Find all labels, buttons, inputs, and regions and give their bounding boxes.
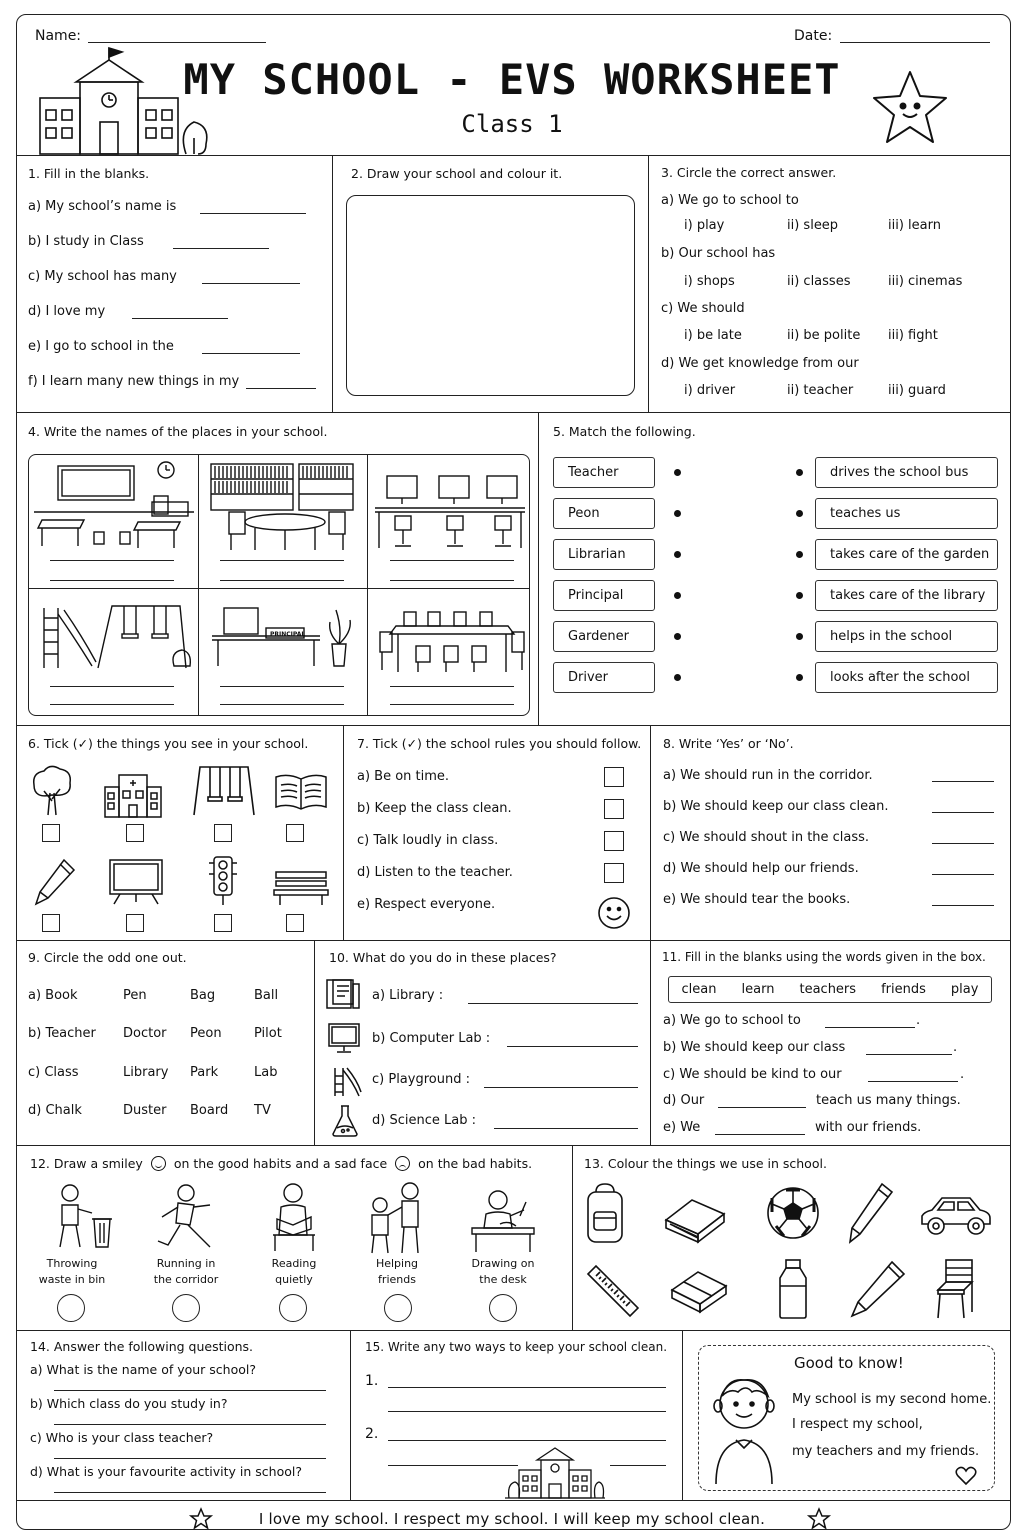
traffic-light-icon <box>207 855 239 907</box>
odd-word[interactable]: Peon <box>190 1026 222 1041</box>
tick-box-book[interactable] <box>286 824 304 842</box>
s8-heading: 8. Write ‘Yes’ or ‘No’. <box>663 736 794 751</box>
s10-answer-d[interactable] <box>494 1128 638 1129</box>
s1-item-e: e) I go to school in the <box>28 339 174 354</box>
principal-sign: PRINCIPAL <box>270 631 306 638</box>
s3-option-b3[interactable]: iii) cinemas <box>888 274 963 289</box>
s11-item-b-post: . <box>953 1040 958 1055</box>
s14-question-a: a) What is the name of your school? <box>30 1362 257 1377</box>
s2-heading: 2. Draw your school and colour it. <box>351 166 563 181</box>
blackboard-icon <box>106 858 166 906</box>
word-teachers: teachers <box>799 982 857 997</box>
s14-answer-d[interactable] <box>54 1492 326 1493</box>
place-blank-1b[interactable] <box>50 580 174 581</box>
odd-word[interactable]: Duster <box>123 1103 167 1118</box>
drawing-box[interactable] <box>346 195 635 396</box>
s1-item-c: c) My school has many <box>28 269 177 284</box>
s7-rule-e: e) Respect everyone. <box>357 897 496 912</box>
s1-heading: 1. Fill in the blanks. <box>28 166 150 181</box>
caption-running: Running in the corridor <box>153 1257 219 1286</box>
s8-item-d: d) We should help our friends. <box>663 861 859 876</box>
rule-checkbox-c[interactable] <box>604 831 624 851</box>
s1-blank-f[interactable] <box>246 388 316 389</box>
boy-avatar-icon <box>708 1374 780 1484</box>
match-dot-right[interactable] <box>796 633 803 640</box>
page-title: MY SCHOOL - EVS WORKSHEET <box>183 55 841 104</box>
face-circle-4[interactable] <box>384 1294 412 1322</box>
s15-line-2a[interactable] <box>388 1440 666 1441</box>
s11-item-c-post: . <box>960 1067 965 1082</box>
school-building-icon <box>38 52 218 156</box>
s1-blank-e[interactable] <box>202 353 300 354</box>
s7-rule-d: d) Listen to the teacher. <box>357 865 513 880</box>
s1-item-a: a) My school’s name is <box>28 199 177 214</box>
s11-item-d-post: teach us many things. <box>816 1093 961 1108</box>
s12-heading-b: on the good habits and a sad face <box>173 1156 388 1171</box>
s11-item-d-pre: d) Our <box>663 1093 705 1108</box>
s15-line-1b[interactable] <box>388 1411 666 1412</box>
caption-reading: Reading quietly <box>271 1257 317 1286</box>
match-dot-left[interactable] <box>674 633 681 640</box>
s5-heading: 5. Match the following. <box>553 424 696 439</box>
place-blank-3a[interactable] <box>390 560 514 561</box>
s15-line-2c[interactable] <box>610 1465 666 1466</box>
tick-box-traffic-light[interactable] <box>214 914 232 932</box>
library-book-icon <box>325 978 361 1010</box>
child-drawing-desk-icon <box>470 1186 536 1254</box>
football-icon[interactable] <box>766 1186 820 1240</box>
word-box <box>668 976 992 1003</box>
match-right-5[interactable]: helps in the school <box>815 621 998 652</box>
s1-item-b: b) I study in Class <box>28 234 144 249</box>
s6-heading: 6. Tick (✓) the things you see in your school. <box>28 736 309 751</box>
s3-option-d1[interactable]: i) driver <box>684 383 736 398</box>
word-friends: friends <box>881 982 926 997</box>
s10-item-b: b) Computer Lab : <box>372 1031 491 1046</box>
s8-item-e: e) We should tear the books. <box>663 892 851 907</box>
rule-checkbox-a[interactable] <box>604 767 624 787</box>
s14-answer-c[interactable] <box>54 1458 326 1459</box>
s12-heading-c: on the bad habits. <box>418 1156 533 1171</box>
crayon-icon[interactable] <box>850 1260 906 1318</box>
s15-num-1: 1. <box>365 1373 379 1389</box>
s3-heading: 3. Circle the correct answer. <box>661 165 837 180</box>
pencil-colour-icon[interactable] <box>848 1182 894 1244</box>
s14-answer-a[interactable] <box>54 1390 326 1391</box>
rule-checkbox-b[interactable] <box>604 799 624 819</box>
s15-num-2: 2. <box>365 1426 379 1442</box>
match-left-1[interactable]: Teacher <box>553 457 655 488</box>
playground-icon <box>36 600 191 670</box>
s8-answer-c[interactable] <box>932 843 994 844</box>
match-right-2[interactable]: teaches us <box>815 498 998 529</box>
good-line-2: I respect my school, <box>792 1417 923 1432</box>
face-circle-1[interactable] <box>57 1294 85 1322</box>
page-subtitle: Class 1 <box>461 110 563 138</box>
eraser-icon[interactable] <box>668 1266 730 1316</box>
match-left-5[interactable]: Gardener <box>553 621 655 652</box>
computer-lab-icon <box>375 472 525 552</box>
s7-rule-c: c) Talk loudly in class. <box>357 833 499 848</box>
s3-option-b1[interactable]: i) shops <box>684 274 735 289</box>
car-icon[interactable] <box>918 1194 994 1238</box>
face-circle-5[interactable] <box>489 1294 517 1322</box>
classroom-icon <box>34 458 194 553</box>
s8-item-a: a) We should run in the corridor. <box>663 768 873 783</box>
small-school-icon <box>505 1444 605 1500</box>
s3-option-a2[interactable]: ii) sleep <box>787 218 839 233</box>
s10-heading: 10. What do you do in these places? <box>329 950 557 965</box>
s15-line-2b[interactable] <box>388 1465 518 1466</box>
odd-word[interactable]: a) Book <box>28 988 78 1003</box>
water-bottle-icon[interactable] <box>776 1258 810 1320</box>
place-blank-5b[interactable] <box>220 704 344 705</box>
match-right-6[interactable]: looks after the school <box>815 662 998 693</box>
match-left-3[interactable]: Librarian <box>553 539 655 570</box>
closed-book-icon[interactable] <box>662 1190 728 1242</box>
match-dot-right[interactable] <box>796 592 803 599</box>
book-icon <box>274 773 328 813</box>
odd-word[interactable]: Park <box>190 1065 219 1080</box>
place-blank-1a[interactable] <box>50 560 174 561</box>
tree-icon <box>30 765 74 817</box>
match-left-6[interactable]: Driver <box>553 662 655 693</box>
s8-answer-d[interactable] <box>932 874 994 875</box>
match-dot-right[interactable] <box>796 469 803 476</box>
face-circle-3[interactable] <box>279 1294 307 1322</box>
footer-star-right-icon <box>808 1508 830 1530</box>
s10-item-d: d) Science Lab : <box>372 1113 476 1128</box>
s11-item-b-pre: b) We should keep our class <box>663 1040 846 1055</box>
swing-icon <box>192 765 256 817</box>
s11-item-a-post: . <box>916 1013 921 1028</box>
place-blank-6a[interactable] <box>390 686 514 687</box>
s11-item-c-pre: c) We should be kind to our <box>663 1067 842 1082</box>
s8-item-b: b) We should keep our class clean. <box>663 799 889 814</box>
word-play: play <box>950 982 979 997</box>
pencil-icon <box>34 858 76 906</box>
s14-question-d: d) What is your favourite activity in school? <box>30 1464 302 1479</box>
s1-item-d: d) I love my <box>28 304 106 319</box>
s15-line-1a[interactable] <box>388 1387 666 1388</box>
ruler-icon[interactable] <box>584 1262 640 1318</box>
caption-helping: Helping friends <box>375 1257 419 1286</box>
flask-icon <box>330 1104 360 1138</box>
child-running-icon <box>154 1183 220 1253</box>
s12-heading <box>30 1156 532 1171</box>
s11-heading: 11. Fill in the blanks using the words given in the box. <box>662 950 986 964</box>
school-bag-icon[interactable] <box>584 1182 626 1244</box>
word-clean: clean <box>681 982 717 997</box>
s1-item-f: f) I learn many new things in my <box>28 374 240 389</box>
child-throwing-waste-icon <box>48 1183 118 1253</box>
s14-question-c: c) Who is your class teacher? <box>30 1430 214 1445</box>
face-circle-2[interactable] <box>172 1294 200 1322</box>
match-left-2[interactable]: Peon <box>553 498 655 529</box>
bench-icon <box>272 870 330 906</box>
odd-word[interactable]: Lab <box>254 1065 278 1080</box>
s3-option-c3[interactable]: iii) fight <box>888 328 938 343</box>
slide-icon <box>327 1064 361 1098</box>
s11-blank-a[interactable] <box>825 1027 915 1028</box>
s1-blank-b[interactable] <box>173 248 269 249</box>
s10-answer-a[interactable] <box>468 1003 638 1004</box>
name-label: Name: <box>35 28 82 44</box>
s3-option-b2[interactable]: ii) classes <box>787 274 851 289</box>
caption-drawing: Drawing on the desk <box>471 1257 535 1286</box>
match-dot-left[interactable] <box>674 674 681 681</box>
odd-word[interactable]: Bag <box>190 988 216 1003</box>
small-smiley-icon <box>151 1156 166 1171</box>
tick-box-bench[interactable] <box>286 914 304 932</box>
good-to-know-title: Good to know! <box>794 1354 904 1372</box>
place-blank-4a[interactable] <box>50 686 174 687</box>
s14-answer-b[interactable] <box>54 1424 326 1425</box>
s3-option-a1[interactable]: i) play <box>684 218 725 233</box>
place-blank-2b[interactable] <box>220 580 344 581</box>
match-right-1[interactable]: drives the school bus <box>815 457 998 488</box>
s1-blank-d[interactable] <box>132 318 228 319</box>
word-learn: learn <box>741 982 775 997</box>
s8-answer-a[interactable] <box>932 781 994 782</box>
tick-box-blackboard[interactable] <box>126 914 144 932</box>
odd-word[interactable]: b) Teacher <box>28 1026 96 1041</box>
s14-heading: 14. Answer the following questions. <box>30 1339 254 1354</box>
odd-word[interactable]: Board <box>190 1103 229 1118</box>
s3-option-c1[interactable]: i) be late <box>684 328 742 343</box>
match-dot-left[interactable] <box>674 592 681 599</box>
odd-word[interactable]: Pilot <box>254 1026 282 1041</box>
good-line-1: My school is my second home. <box>792 1392 992 1407</box>
name-field[interactable] <box>88 42 266 43</box>
s13-heading: 13. Colour the things we use in school. <box>584 1156 827 1171</box>
s3-option-a3[interactable]: iii) learn <box>888 218 941 233</box>
caption-throwing: Throwing waste in bin <box>38 1257 106 1286</box>
star-smile-icon <box>870 68 950 148</box>
s12-heading-a: 12. Draw a smiley <box>30 1156 143 1171</box>
rule-checkbox-d[interactable] <box>604 863 624 883</box>
children-helping-icon <box>364 1181 430 1255</box>
match-dot-left[interactable] <box>674 510 681 517</box>
s3-question-a: a) We go to school to <box>661 193 799 208</box>
place-blank-3b[interactable] <box>390 580 514 581</box>
s11-blank-d[interactable] <box>718 1107 806 1108</box>
place-blank-4b[interactable] <box>50 704 174 705</box>
s10-item-a: a) Library : <box>372 988 444 1003</box>
match-dot-right[interactable] <box>796 674 803 681</box>
computer-icon <box>327 1022 361 1054</box>
odd-word[interactable]: Library <box>123 1065 169 1080</box>
s11-blank-c[interactable] <box>868 1081 958 1082</box>
match-dot-left[interactable] <box>674 469 681 476</box>
s9-heading: 9. Circle the odd one out. <box>28 950 187 965</box>
odd-word[interactable]: Ball <box>254 988 279 1003</box>
match-right-3[interactable]: takes care of the garden <box>815 539 998 570</box>
match-dot-right[interactable] <box>796 510 803 517</box>
s4-heading: 4. Write the names of the places in your school. <box>28 424 328 439</box>
hospital-building-icon <box>103 767 163 817</box>
s14-question-b: b) Which class do you study in? <box>30 1396 228 1411</box>
s8-answer-b[interactable] <box>932 812 994 813</box>
s11-blank-b[interactable] <box>866 1054 952 1055</box>
odd-word[interactable]: c) Class <box>28 1065 79 1080</box>
s3-question-d: d) We get knowledge from our <box>661 356 859 371</box>
footer-message: I love my school. I respect my school. I will keep my school clean. <box>258 1510 766 1528</box>
match-right-4[interactable]: takes care of the library <box>815 580 998 611</box>
s10-item-c: c) Playground : <box>372 1072 470 1087</box>
good-line-3: my teachers and my friends. <box>792 1444 980 1459</box>
tick-box-hospital[interactable] <box>126 824 144 842</box>
odd-word[interactable]: Doctor <box>123 1026 167 1041</box>
odd-word[interactable]: TV <box>254 1103 271 1118</box>
child-reading-icon <box>265 1181 325 1253</box>
date-field[interactable] <box>840 42 990 43</box>
s7-rule-b: b) Keep the class clean. <box>357 801 512 816</box>
smiley-icon <box>597 896 631 930</box>
match-dot-right[interactable] <box>796 551 803 558</box>
s8-answer-e[interactable] <box>932 905 994 906</box>
s3-option-c2[interactable]: ii) be polite <box>787 328 861 343</box>
place-blank-2a[interactable] <box>220 560 344 561</box>
s10-answer-c[interactable] <box>484 1087 638 1088</box>
place-blank-6b[interactable] <box>390 704 514 705</box>
odd-word[interactable]: d) Chalk <box>28 1103 82 1118</box>
odd-word[interactable]: Pen <box>123 988 147 1003</box>
date-label: Date: <box>794 28 833 44</box>
tick-box-pencil[interactable] <box>42 914 60 932</box>
small-sad-face-icon <box>395 1156 410 1171</box>
s11-item-a-pre: a) We go to school to <box>663 1013 801 1028</box>
s11-item-e-post: with our friends. <box>815 1120 922 1135</box>
match-dot-left[interactable] <box>674 551 681 558</box>
s1-blank-c[interactable] <box>202 283 300 284</box>
tick-box-swing[interactable] <box>214 824 232 842</box>
dining-hall-icon <box>376 606 526 676</box>
s15-heading: 15. Write any two ways to keep your school clean. <box>365 1340 668 1354</box>
s3-option-d2[interactable]: ii) teacher <box>787 383 854 398</box>
s3-option-d3[interactable]: iii) guard <box>888 383 946 398</box>
s11-blank-e[interactable] <box>715 1134 805 1135</box>
library-icon <box>205 460 360 555</box>
match-left-4[interactable]: Principal <box>553 580 655 611</box>
s1-blank-a[interactable] <box>200 213 306 214</box>
place-blank-5a[interactable] <box>220 686 344 687</box>
chair-icon[interactable] <box>932 1258 978 1320</box>
s3-question-c: c) We should <box>661 301 745 316</box>
heart-icon <box>955 1466 977 1486</box>
s11-item-e-pre: e) We <box>663 1120 701 1135</box>
s3-question-b: b) Our school has <box>661 246 776 261</box>
s7-heading: 7. Tick (✓) the school rules you should follow. <box>357 736 642 751</box>
tick-box-tree[interactable] <box>42 824 60 842</box>
s8-item-c: c) We should shout in the class. <box>663 830 870 845</box>
s10-answer-b[interactable] <box>507 1046 638 1047</box>
s7-rule-a: a) Be on time. <box>357 769 450 784</box>
